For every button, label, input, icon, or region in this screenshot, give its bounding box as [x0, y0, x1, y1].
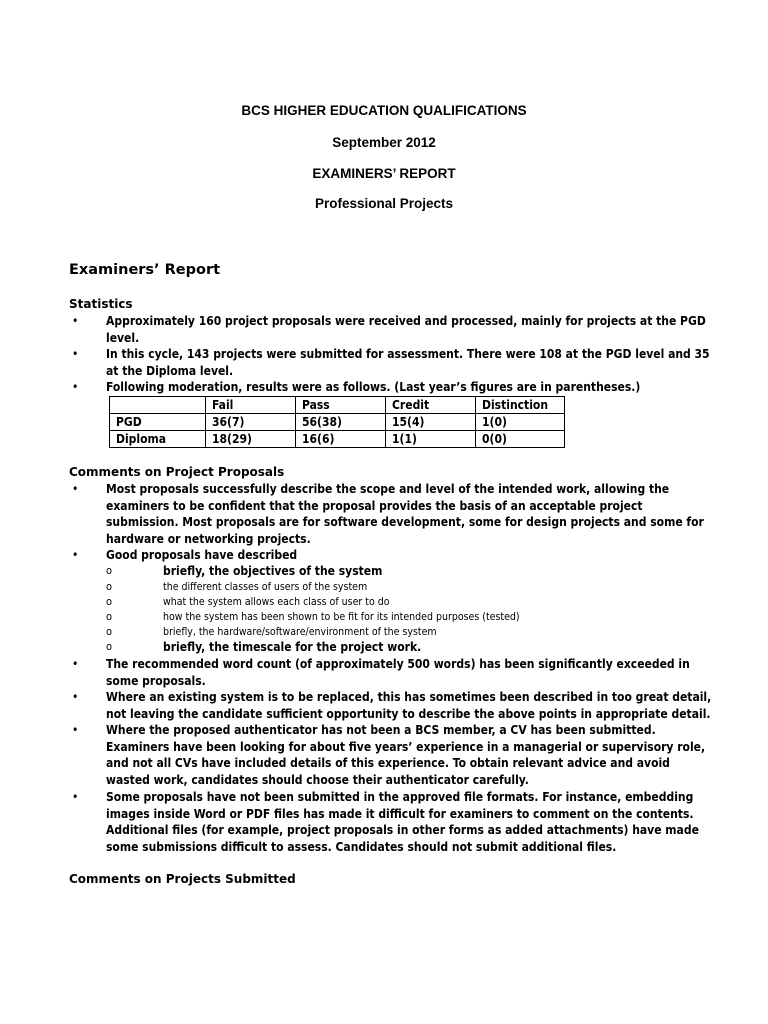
table-row	[110, 414, 565, 431]
sub-item-text: briefly, the timescale for the project work.	[163, 640, 422, 654]
statistics-heading: Statistics	[69, 297, 133, 311]
proposals-bullet-text: Where the proposed authenticator has not been a BCS member, a CV has been submitted. Examiners have been looking for about five years’ experience in a managerial or supervisory role, and not all CVs have included details of this experience. To obtain relevant advice and avoid wasted work, candidates should choose their authenticator carefully.	[106, 723, 706, 787]
doc-header-report: EXAMINERS’ REPORT	[312, 166, 456, 181]
sub-bullet-glyph: o	[106, 640, 113, 653]
bullet-glyph: •	[72, 657, 79, 671]
sub-bullet-glyph: o	[106, 564, 113, 577]
table-cell: 18(29)	[206, 431, 296, 448]
proposals-bullet-text: Most proposals successfully describe the scope and level of the intended work, allowing the examiners to be confident that the proposal provides the basis of an acceptable project submission. Most proposals are for software development, some for design projects and some for hardware or networking projects.	[106, 482, 704, 546]
sub-item-text: the different classes of users of the system	[163, 581, 368, 593]
sub-item-text: how the system has been shown to be fit for its intended purposes (tested)	[163, 611, 520, 623]
bullet-glyph: •	[72, 690, 79, 704]
bullet-glyph: •	[72, 548, 79, 562]
doc-header-line1: BCS HIGHER EDUCATION QUALIFICATIONS	[241, 103, 527, 118]
table-cell: Fail	[206, 397, 296, 414]
table-cell: 1(0)	[476, 414, 565, 431]
doc-header-date: September 2012	[332, 135, 436, 150]
results-table	[109, 396, 565, 448]
bullet-glyph: •	[72, 314, 79, 328]
bullet-glyph: •	[72, 790, 79, 804]
proposals-bullet-text: Good proposals have described	[106, 548, 298, 562]
sub-item-text: briefly, the objectives of the system	[163, 564, 383, 578]
sub-bullet-glyph: o	[106, 610, 113, 623]
statistics-bullet-text: Following moderation, results were as follows. (Last year’s figures are in parentheses.)	[106, 380, 641, 394]
table-cell: Credit	[386, 397, 476, 414]
table-cell: Distinction	[476, 397, 565, 414]
proposals-bullet-text: The recommended word count (of approximately 500 words) has been significantly exceeded in some proposals.	[106, 657, 690, 688]
table-cell: 0(0)	[476, 431, 565, 448]
sub-item-text: what the system allows each class of user to do	[163, 596, 390, 608]
proposals-bullet-text: Some proposals have not been submitted in the approved file formats. For instance, embedding images inside Word or PDF files has made it difficult for examiners to comment on the contents. Additional files (for example, project proposals in other forms as added attachments) have made some submissions difficult to assess. Candidates should not submit additional files.	[106, 790, 699, 854]
sub-bullet-glyph: o	[106, 595, 113, 608]
proposals-bullet-text: Where an existing system is to be replaced, this has sometimes been described in too great detail, not leaving the candidate sufficient opportunity to describe the above points in appropriate detail.	[106, 690, 712, 721]
table-header-row	[110, 397, 565, 414]
statistics-bullet-text: In this cycle, 143 projects were submitted for assessment. There were 108 at the PGD level and 35 at the Diploma level.	[106, 347, 710, 378]
table-cell: 15(4)	[386, 414, 476, 431]
table-cell: PGD	[110, 414, 206, 431]
bullet-glyph: •	[72, 723, 79, 737]
table-cell: Pass	[296, 397, 386, 414]
sub-item-text: briefly, the hardware/software/environment of the system	[163, 626, 437, 638]
sub-bullet-glyph: o	[106, 580, 113, 593]
table-cell: Diploma	[110, 431, 206, 448]
bullet-glyph: •	[72, 347, 79, 361]
bullet-glyph: •	[72, 482, 79, 496]
table-cell: 36(7)	[206, 414, 296, 431]
section-title: Examiners’ Report	[69, 262, 221, 278]
sub-bullet-glyph: o	[106, 625, 113, 638]
table-cell: 1(1)	[386, 431, 476, 448]
statistics-bullet-text: Approximately 160 project proposals were received and processed, mainly for projects at the PGD level.	[106, 314, 706, 345]
table-cell: 56(38)	[296, 414, 386, 431]
table-row	[110, 431, 565, 448]
doc-header-subject: Professional Projects	[314, 196, 454, 211]
submitted-heading: Comments on Projects Submitted	[69, 872, 296, 886]
bullet-glyph: •	[72, 380, 79, 394]
table-cell: 16(6)	[296, 431, 386, 448]
table-cell	[110, 397, 206, 414]
proposals-heading: Comments on Project Proposals	[69, 465, 285, 479]
